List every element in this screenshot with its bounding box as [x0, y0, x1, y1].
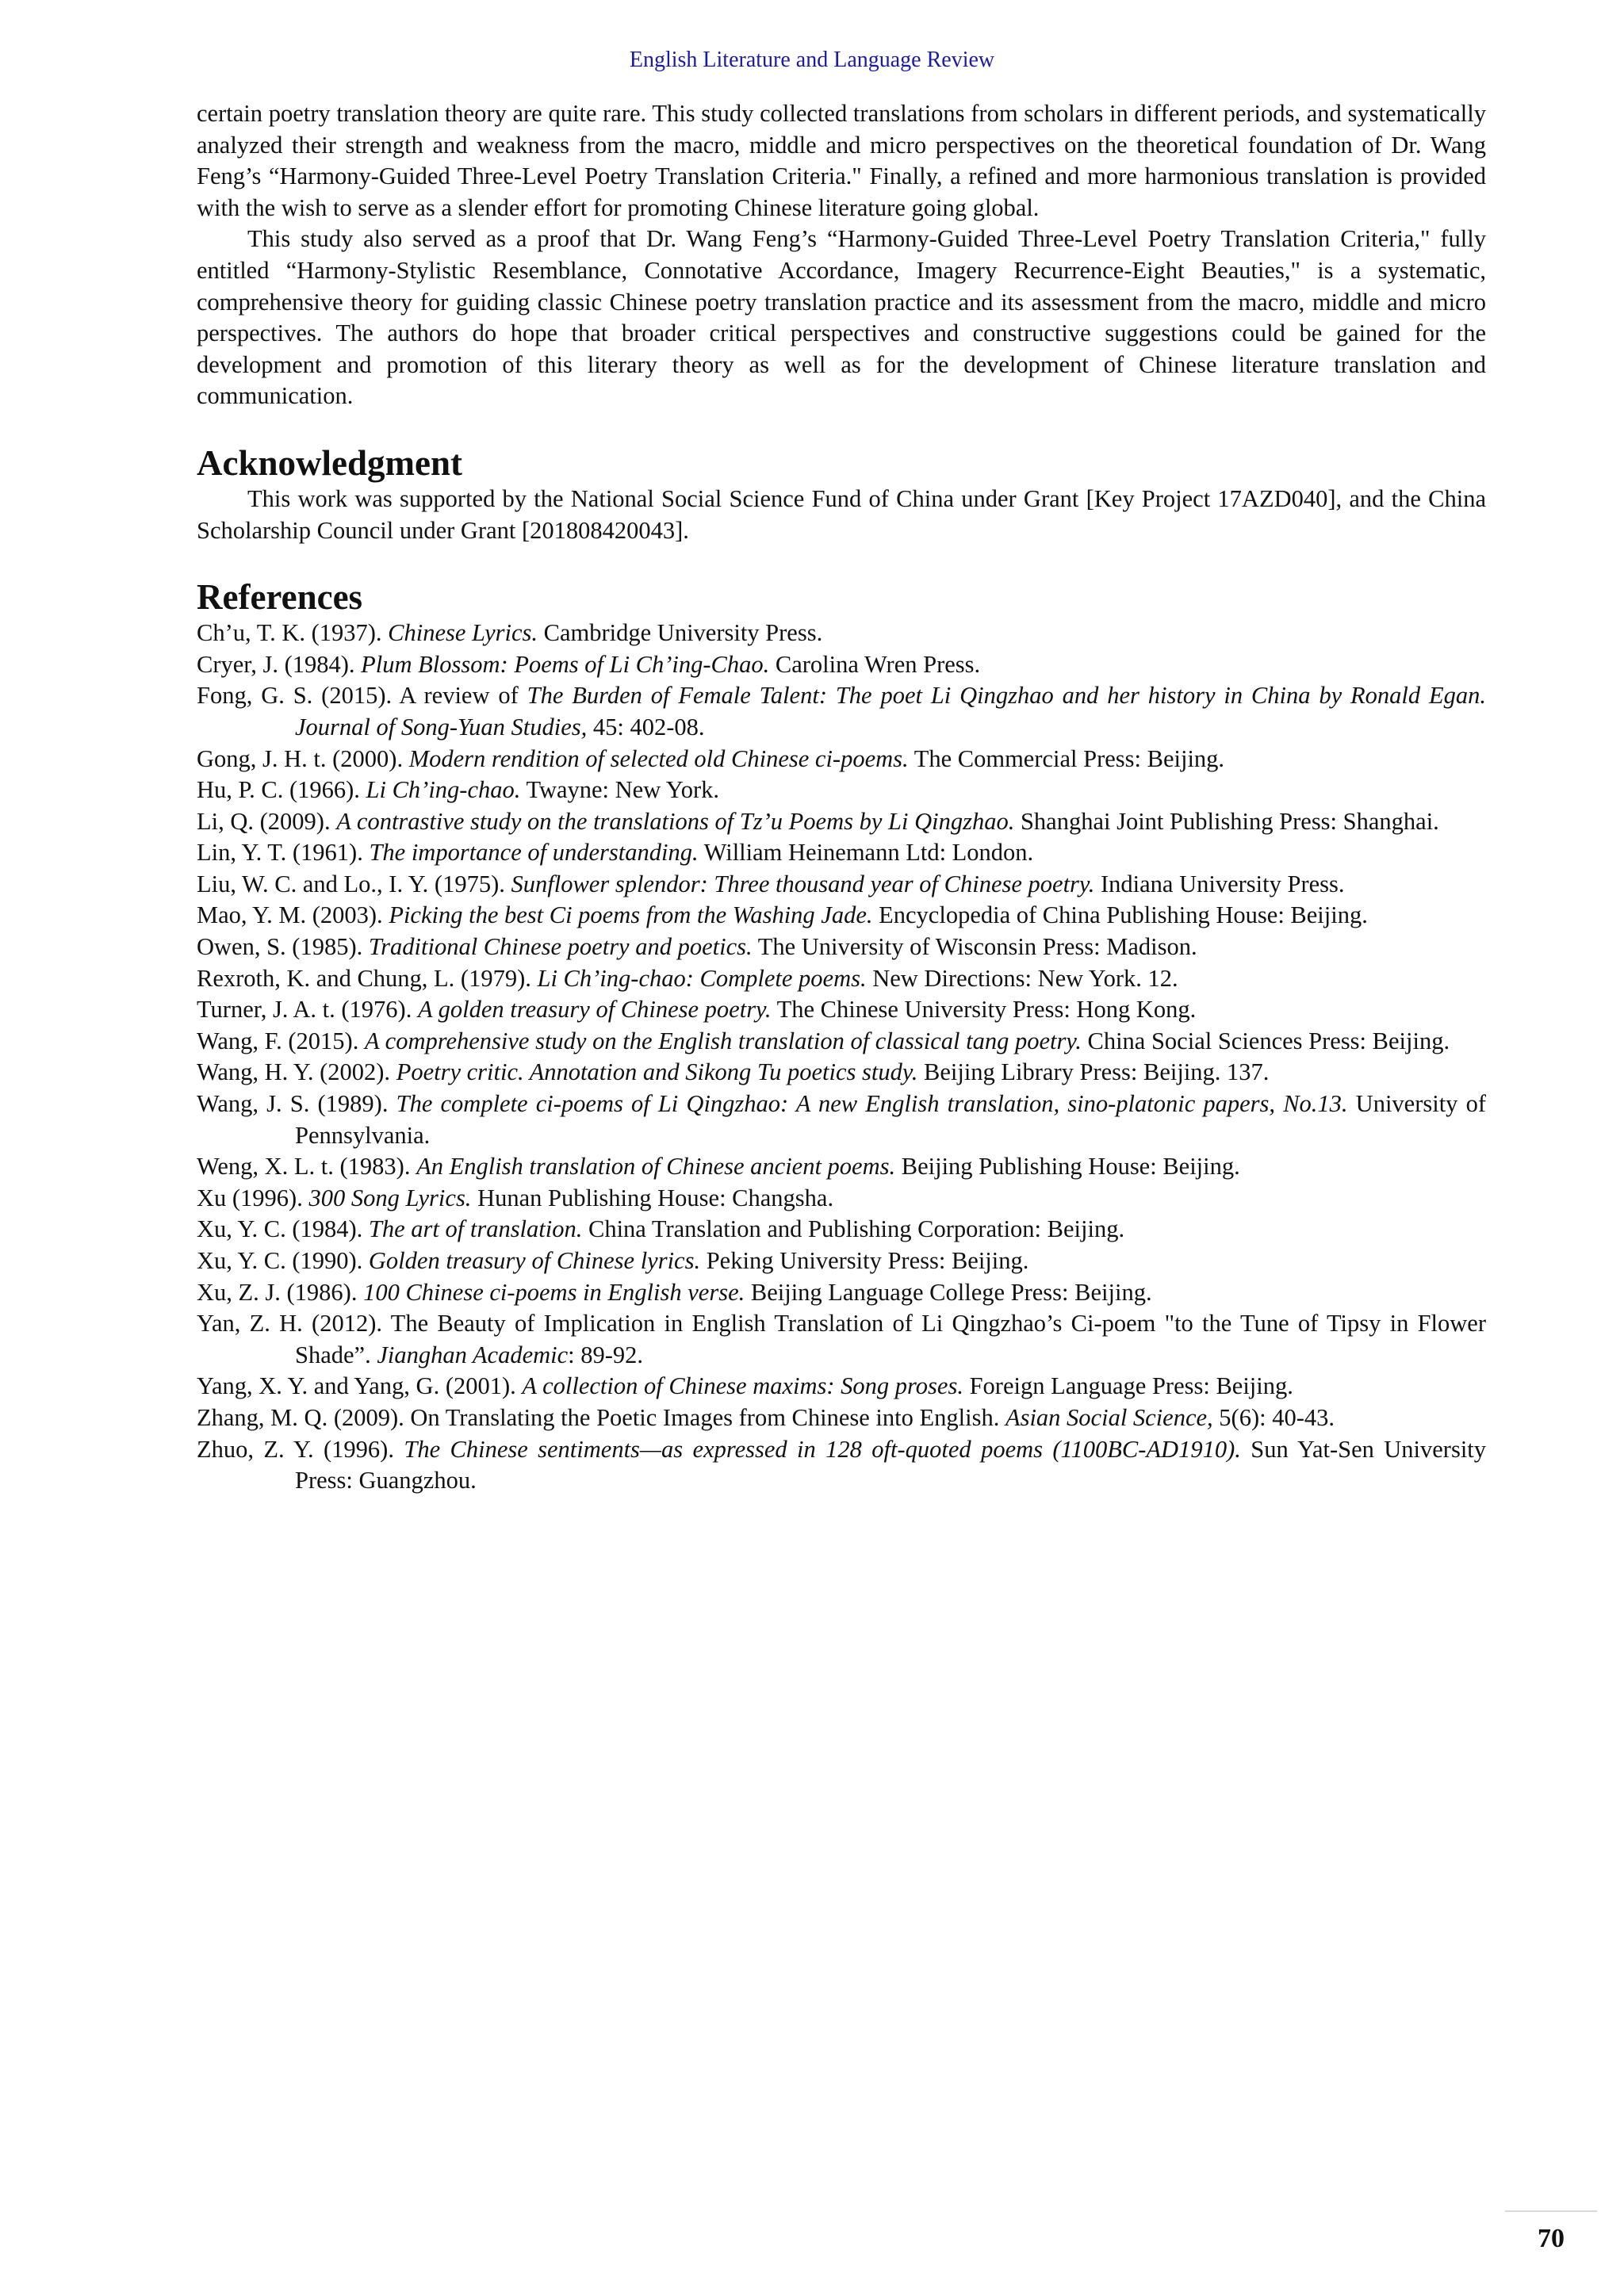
reference-title: 300 Song Lyrics. — [308, 1184, 472, 1211]
reference-entry — [197, 1089, 1486, 1151]
reference-title: A comprehensive study on the English translation of classical tang poetry. — [364, 1027, 1082, 1054]
reference-publisher: Beijing Library Press: Beijing. 137. — [917, 1058, 1270, 1086]
reference-title: The complete ci-poems of Li Qingzhao: A new English translation, sino-platonic papers, No.13. — [396, 1090, 1348, 1118]
reference-publisher: The University of Wisconsin Press: Madison. — [752, 933, 1197, 961]
reference-entry — [197, 806, 1486, 838]
reference-publisher: University of Pennsylvania. — [295, 1090, 1486, 1149]
reference-publisher: Beijing Publishing House: Beijing. — [895, 1153, 1240, 1181]
acknowledgment-heading: Acknowledgment — [197, 442, 462, 483]
reference-entry — [197, 1308, 1486, 1371]
page-number: 70 — [1538, 2224, 1565, 2253]
reference-authors-year: Zhuo, Z. Y. (1996). — [197, 1435, 404, 1463]
reference-authors-year: Liu, W. C. and Lo., I. Y. (1975). — [197, 870, 511, 897]
reference-publisher: Cambridge University Press. — [538, 619, 823, 647]
reference-authors-year: Fong, G. S. (2015). A review of — [197, 682, 527, 710]
reference-publisher: Foreign Language Press: Beijing. — [963, 1372, 1293, 1400]
reference-title: Poetry critic. Annotation and Sikong Tu poetics study. — [396, 1058, 918, 1086]
reference-publisher: Peking University Press: Beijing. — [700, 1247, 1029, 1274]
reference-title: The Chinese sentiments—as expressed in 128 oft-quoted poems (1100BC-AD1910). — [404, 1435, 1241, 1463]
reference-authors-year: Ch’u, T. K. (1937). — [197, 619, 389, 647]
reference-title: 100 Chinese ci-poems in English verse. — [363, 1278, 745, 1306]
body-paragraph-1: certain poetry translation theory are quite rare. This study collected translations from scholars in different periods, and systematically analyzed their strength and weakness from the macro, middle and micro perspectives on the theoretical foundation of Dr. Wang Feng’s “Harmony-Guided Three-Level Poetry Translation Criteria." Finally, a refined and more harmonious translation is provided with the wish to serve as a slender effort for promoting Chinese literature going global. — [197, 100, 1486, 221]
reference-authors-year: Cryer, J. (1984). — [197, 650, 362, 678]
reference-entry — [197, 1277, 1486, 1309]
reference-publisher: 5(6): 40-43. — [1212, 1403, 1335, 1431]
reference-publisher: New Directions: New York. 12. — [866, 964, 1178, 992]
reference-entry — [197, 994, 1486, 1026]
reference-publisher: The Chinese University Press: Hong Kong. — [771, 996, 1197, 1024]
reference-entry — [197, 869, 1486, 901]
reference-authors-year: Wang, F. (2015). — [197, 1027, 365, 1054]
reference-entry — [197, 900, 1486, 932]
reference-authors-year: Xu, Z. J. (1986). — [197, 1278, 364, 1306]
reference-title: The importance of understanding. — [369, 839, 699, 867]
reference-authors-year: Xu (1996). — [197, 1184, 309, 1211]
reference-publisher: China Social Sciences Press: Beijing. — [1081, 1027, 1450, 1054]
reference-entry — [197, 744, 1486, 775]
reference-title: Modern rendition of selected old Chinese ci-poems. — [408, 744, 909, 772]
reference-publisher: Carolina Wren Press. — [769, 650, 981, 678]
reference-entry — [197, 1214, 1486, 1246]
reference-title: An English translation of Chinese ancient poems. — [416, 1153, 896, 1181]
reference-publisher: Twayne: New York. — [520, 776, 719, 804]
reference-entry — [197, 618, 1486, 649]
reference-entry — [197, 649, 1486, 681]
reference-title: Picking the best Ci poems from the Washing Jade. — [389, 901, 873, 929]
reference-title: The Burden of Female Talent: The poet Li Qingzhao and her history in China by Ronald Egan. Journal of Song-Yuan Studies, — [295, 682, 1486, 740]
reference-entry — [197, 1371, 1486, 1402]
article-body — [197, 98, 1486, 1497]
reference-publisher: Shanghai Joint Publishing Press: Shanghai. — [1014, 807, 1439, 835]
reference-title: A collection of Chinese maxims: Song proses. — [522, 1372, 963, 1400]
reference-entry — [197, 1246, 1486, 1277]
reference-title: Sunflower splendor: Three thousand year of Chinese poetry. — [511, 870, 1095, 897]
reference-authors-year: Yang, X. Y. and Yang, G. (2001). — [197, 1372, 523, 1400]
reference-entry — [197, 1434, 1486, 1497]
reference-authors-year: Li, Q. (2009). — [197, 807, 337, 835]
reference-publisher: Indiana University Press. — [1094, 870, 1345, 897]
reference-title: Li Ch’ing-chao. — [366, 776, 521, 804]
reference-title: Golden treasury of Chinese lyrics. — [368, 1247, 701, 1274]
reference-entry — [197, 680, 1486, 743]
reference-entry — [197, 1026, 1486, 1058]
reference-title: Traditional Chinese poetry and poetics. — [368, 933, 753, 961]
reference-authors-year: Wang, H. Y. (2002). — [197, 1058, 396, 1086]
reference-publisher: The Commercial Press: Beijing. — [908, 744, 1225, 772]
reference-entry — [197, 775, 1486, 806]
reference-title: Plum Blossom: Poems of Li Ch’ing-Chao. — [361, 650, 770, 678]
reference-title: Li Ch’ing-chao: Complete poems. — [537, 964, 867, 992]
reference-entry — [197, 1151, 1486, 1183]
reference-entry — [197, 932, 1486, 963]
reference-title: The art of translation. — [368, 1215, 583, 1243]
reference-title: A golden treasury of Chinese poetry. — [417, 996, 772, 1024]
reference-publisher: : 89-92. — [568, 1341, 644, 1368]
reference-authors-year: Rexroth, K. and Chung, L. (1979). — [197, 964, 538, 992]
reference-authors-year: Turner, J. A. t. (1976). — [197, 996, 418, 1024]
reference-entry — [197, 963, 1486, 995]
reference-publisher: Beijing Language College Press: Beijing. — [745, 1278, 1152, 1306]
reference-authors-year: Mao, Y. M. (2003). — [197, 901, 389, 929]
reference-publisher: China Translation and Publishing Corporation: Beijing. — [582, 1215, 1125, 1243]
reference-list — [197, 618, 1486, 1497]
reference-entry — [197, 1057, 1486, 1089]
reference-publisher: Hunan Publishing House: Changsha. — [471, 1184, 834, 1211]
reference-authors-year: Yan, Z. H. (2012). The Beauty of Implication in English Translation of Li Qingzhao’s Ci-poem "to the Tune of Tipsy in Flower Shade”. — [197, 1310, 1486, 1368]
reference-entry — [197, 1402, 1486, 1434]
reference-authors-year: Zhang, M. Q. (2009). On Translating the Poetic Images from Chinese into English. — [197, 1403, 1005, 1431]
journal-header: English Literature and Language Review — [629, 48, 995, 72]
reference-title: Jianghan Academic — [377, 1341, 569, 1368]
reference-publisher: 45: 402-08. — [587, 713, 705, 740]
reference-authors-year: Gong, J. H. t. (2000). — [197, 744, 409, 772]
reference-entry — [197, 837, 1486, 869]
reference-title: Chinese Lyrics. — [388, 619, 538, 647]
references-heading: References — [197, 577, 363, 618]
reference-authors-year: Xu, Y. C. (1984). — [197, 1215, 369, 1243]
reference-publisher: Sun Yat-Sen University Press: Guangzhou. — [295, 1435, 1487, 1494]
acknowledgment-text: This work was supported by the National Social Science Fund of China under Grant [Key Project 17AZD040], and the China Scholarship Council under Grant [201808420043]. — [197, 484, 1486, 544]
reference-publisher: Encyclopedia of China Publishing House: Beijing. — [872, 901, 1368, 929]
reference-authors-year: Hu, P. C. (1966). — [197, 776, 366, 804]
body-paragraph-2: This study also served as a proof that Dr. Wang Feng’s “Harmony-Guided Three-Level Poetry Translation Criteria," fully entitled “Harmony-Stylistic Resemblance, Connotative Accordance, Imagery Recurrence-Eight Beauties," is a systematic, comprehensive theory for guiding classic Chinese poetry translation practice and its assessment from the macro, middle and micro perspectives. The authors do hope that broader critical perspectives and constructive suggestions could be gained for the development and promotion of this literary theory as well as for the development of Chinese literature translation and communication. — [197, 225, 1486, 410]
reference-authors-year: Xu, Y. C. (1990). — [197, 1247, 369, 1274]
reference-entry — [197, 1183, 1486, 1215]
reference-title: A contrastive study on the translations of Tz’u Poems by Li Qingzhao. — [336, 807, 1015, 835]
reference-title: Asian Social Science, — [1005, 1403, 1213, 1431]
reference-authors-year: Lin, Y. T. (1961). — [197, 839, 370, 867]
footer-divider — [1505, 2210, 1597, 2212]
reference-authors-year: Weng, X. L. t. (1983). — [197, 1153, 417, 1181]
reference-authors-year: Owen, S. (1985). — [197, 933, 369, 961]
reference-publisher: William Heinemann Ltd: London. — [698, 839, 1034, 867]
reference-authors-year: Wang, J. S. (1989). — [197, 1090, 396, 1118]
